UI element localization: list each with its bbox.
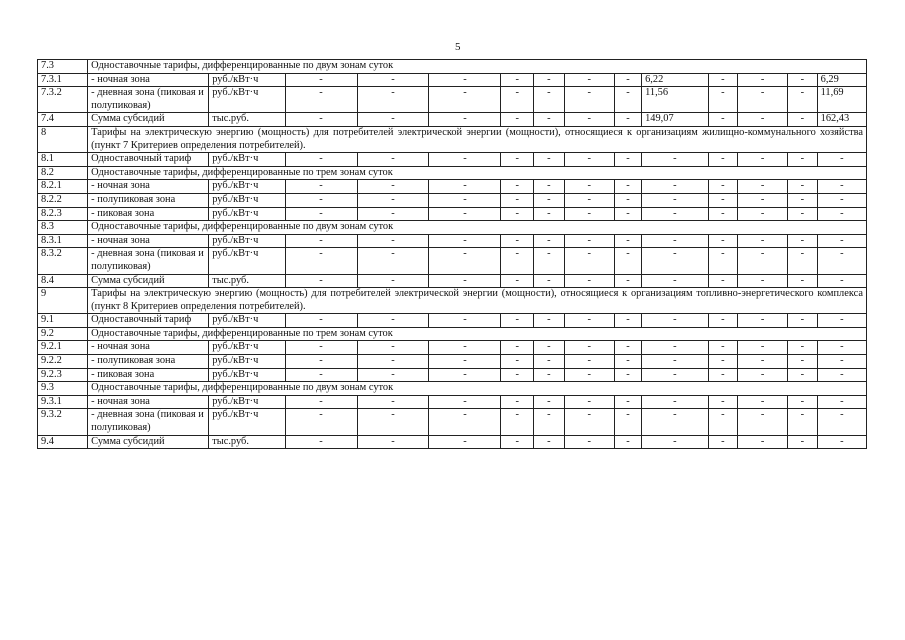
table-cell: - bbox=[708, 153, 737, 167]
table-cell: - bbox=[357, 153, 429, 167]
table-cell: - bbox=[708, 395, 737, 409]
row-name: - ночная зона bbox=[88, 341, 209, 355]
table-cell: - bbox=[614, 368, 641, 382]
table-cell: - bbox=[817, 355, 866, 369]
table-cell: - bbox=[357, 355, 429, 369]
table-cell: - bbox=[614, 153, 641, 167]
row-unit: тыс.руб. bbox=[209, 274, 285, 288]
table-cell: - bbox=[788, 368, 817, 382]
row-unit: руб./кВт·ч bbox=[209, 207, 285, 221]
table-cell: - bbox=[534, 274, 565, 288]
row-name: - пиковая зона bbox=[88, 368, 209, 382]
page-number: 5 bbox=[455, 41, 461, 53]
table-cell: - bbox=[817, 341, 866, 355]
table-cell: - bbox=[534, 355, 565, 369]
table-cell: - bbox=[614, 314, 641, 328]
table-cell: - bbox=[564, 87, 614, 113]
table-cell: - bbox=[564, 153, 614, 167]
table-cell: - bbox=[738, 153, 788, 167]
table-cell: - bbox=[429, 395, 501, 409]
row-name: - полупиковая зона bbox=[88, 355, 209, 369]
table-row bbox=[38, 395, 867, 409]
table-cell: - bbox=[817, 368, 866, 382]
row-number: 8 bbox=[38, 126, 88, 152]
table-cell: - bbox=[708, 409, 737, 435]
table-cell: - bbox=[738, 193, 788, 207]
row-number: 8.3 bbox=[38, 221, 88, 235]
row-unit: руб./кВт·ч bbox=[209, 180, 285, 194]
table-cell: - bbox=[738, 435, 788, 449]
table-cell: - bbox=[357, 234, 429, 248]
section-title: Тарифы на электрическую энергию (мощность) для потребителей электрической энергии (мощности), относящиеся к организациям жилищно-коммунального хозяйства (пункт 7 Критериев определения потребителей). bbox=[88, 126, 867, 152]
table-cell: - bbox=[285, 153, 357, 167]
table-cell: - bbox=[534, 87, 565, 113]
table-cell: - bbox=[642, 274, 709, 288]
table-cell: - bbox=[738, 234, 788, 248]
table-cell: - bbox=[817, 153, 866, 167]
table-cell: - bbox=[564, 409, 614, 435]
table-cell: - bbox=[788, 355, 817, 369]
row-unit: руб./кВт·ч bbox=[209, 87, 285, 113]
row-unit: руб./кВт·ч bbox=[209, 153, 285, 167]
row-number: 8.2 bbox=[38, 166, 88, 180]
table-cell: - bbox=[501, 207, 534, 221]
table-cell: - bbox=[708, 180, 737, 194]
table-cell: - bbox=[429, 153, 501, 167]
table-cell: - bbox=[788, 73, 817, 87]
row-name: Одноставочный тариф bbox=[88, 153, 209, 167]
table-cell: - bbox=[534, 73, 565, 87]
table-cell: - bbox=[357, 368, 429, 382]
row-unit: руб./кВт·ч bbox=[209, 395, 285, 409]
table-cell: - bbox=[534, 113, 565, 127]
row-name: - дневная зона (пиковая и полупиковая) bbox=[88, 409, 209, 435]
table-cell: - bbox=[642, 314, 709, 328]
row-unit: руб./кВт·ч bbox=[209, 355, 285, 369]
row-number: 8.2.1 bbox=[38, 180, 88, 194]
table-cell: - bbox=[285, 409, 357, 435]
table-row bbox=[38, 234, 867, 248]
table-cell: - bbox=[429, 113, 501, 127]
row-number: 8.3.1 bbox=[38, 234, 88, 248]
table-cell: - bbox=[534, 234, 565, 248]
table-cell: - bbox=[817, 248, 866, 274]
row-name: Одноставочный тариф bbox=[88, 314, 209, 328]
table-cell: - bbox=[285, 180, 357, 194]
table-cell: - bbox=[738, 368, 788, 382]
row-number: 9.2.3 bbox=[38, 368, 88, 382]
table-cell: - bbox=[817, 409, 866, 435]
table-cell: - bbox=[614, 180, 641, 194]
section-title: Одноставочные тарифы, дифференцированные по трем зонам суток bbox=[88, 166, 867, 180]
table-cell: - bbox=[429, 314, 501, 328]
table-cell: - bbox=[788, 341, 817, 355]
table-cell: - bbox=[285, 193, 357, 207]
table-row bbox=[38, 207, 867, 221]
table-cell: - bbox=[642, 180, 709, 194]
table-cell: - bbox=[501, 87, 534, 113]
table-cell: - bbox=[357, 274, 429, 288]
table-cell: - bbox=[564, 435, 614, 449]
table-cell: - bbox=[285, 395, 357, 409]
table-row bbox=[38, 73, 867, 87]
table-cell: - bbox=[817, 395, 866, 409]
table-cell: - bbox=[357, 193, 429, 207]
table-cell: - bbox=[817, 193, 866, 207]
table-cell: - bbox=[429, 73, 501, 87]
row-number: 8.1 bbox=[38, 153, 88, 167]
table-cell: - bbox=[614, 355, 641, 369]
table-cell: - bbox=[564, 368, 614, 382]
table-cell: - bbox=[564, 73, 614, 87]
table-row bbox=[38, 180, 867, 194]
section-title: Одноставочные тарифы, дифференцированные по двум зонам суток bbox=[88, 221, 867, 235]
table-cell: - bbox=[285, 113, 357, 127]
table-cell: - bbox=[788, 395, 817, 409]
table-cell: - bbox=[501, 341, 534, 355]
section-row bbox=[38, 60, 867, 74]
table-cell: - bbox=[788, 234, 817, 248]
table-cell: - bbox=[708, 234, 737, 248]
table-cell: - bbox=[285, 207, 357, 221]
table-cell: - bbox=[501, 314, 534, 328]
table-cell: - bbox=[357, 435, 429, 449]
table-row bbox=[38, 113, 867, 127]
table-row bbox=[38, 341, 867, 355]
table-cell: - bbox=[429, 207, 501, 221]
section-row bbox=[38, 327, 867, 341]
table-cell: - bbox=[285, 341, 357, 355]
row-unit: руб./кВт·ч bbox=[209, 234, 285, 248]
table-cell: - bbox=[357, 314, 429, 328]
table-cell: - bbox=[285, 87, 357, 113]
table-cell: - bbox=[357, 248, 429, 274]
table-cell: - bbox=[614, 207, 641, 221]
table-cell: - bbox=[501, 355, 534, 369]
table-cell: - bbox=[788, 274, 817, 288]
table-cell: - bbox=[614, 87, 641, 113]
table-cell: - bbox=[285, 435, 357, 449]
table-cell: - bbox=[738, 341, 788, 355]
table-cell: - bbox=[564, 207, 614, 221]
table-cell: - bbox=[614, 435, 641, 449]
table-cell: - bbox=[788, 87, 817, 113]
table-cell: - bbox=[738, 248, 788, 274]
table-cell: - bbox=[738, 180, 788, 194]
table-cell: - bbox=[429, 435, 501, 449]
row-number: 9.4 bbox=[38, 435, 88, 449]
table-row bbox=[38, 314, 867, 328]
table-cell: - bbox=[501, 409, 534, 435]
table-cell: - bbox=[534, 153, 565, 167]
table-cell: - bbox=[357, 207, 429, 221]
table-cell: - bbox=[501, 234, 534, 248]
row-number: 9.3 bbox=[38, 382, 88, 396]
table-cell: - bbox=[817, 435, 866, 449]
table-cell: - bbox=[738, 207, 788, 221]
row-name: - ночная зона bbox=[88, 395, 209, 409]
table-cell: - bbox=[708, 207, 737, 221]
table-cell: - bbox=[708, 435, 737, 449]
table-cell: - bbox=[534, 193, 565, 207]
row-name: - ночная зона bbox=[88, 73, 209, 87]
table-cell: - bbox=[564, 355, 614, 369]
row-unit: руб./кВт·ч bbox=[209, 341, 285, 355]
row-number: 9 bbox=[38, 288, 88, 314]
table-cell: - bbox=[738, 395, 788, 409]
table-cell: - bbox=[564, 193, 614, 207]
table-cell: - bbox=[501, 180, 534, 194]
table-row bbox=[38, 274, 867, 288]
row-number: 7.3.1 bbox=[38, 73, 88, 87]
table-cell: - bbox=[564, 314, 614, 328]
table-cell: - bbox=[534, 409, 565, 435]
table-cell: - bbox=[501, 274, 534, 288]
table-cell: - bbox=[708, 193, 737, 207]
table-cell: - bbox=[501, 193, 534, 207]
table-cell: - bbox=[614, 395, 641, 409]
section-title: Одноставочные тарифы, дифференцированные по трем зонам суток bbox=[88, 327, 867, 341]
table-cell: - bbox=[708, 113, 737, 127]
table-cell: - bbox=[642, 193, 709, 207]
table-row bbox=[38, 87, 867, 113]
table-cell: - bbox=[642, 395, 709, 409]
table-cell: - bbox=[738, 87, 788, 113]
table-cell: - bbox=[614, 248, 641, 274]
row-number: 7.3 bbox=[38, 60, 88, 74]
row-unit: тыс.руб. bbox=[209, 113, 285, 127]
table-cell: - bbox=[738, 314, 788, 328]
row-number: 8.2.3 bbox=[38, 207, 88, 221]
table-cell: - bbox=[708, 248, 737, 274]
row-number: 9.2 bbox=[38, 327, 88, 341]
row-unit: руб./кВт·ч bbox=[209, 368, 285, 382]
row-name: - ночная зона bbox=[88, 180, 209, 194]
table-cell: - bbox=[738, 355, 788, 369]
table-cell: - bbox=[564, 180, 614, 194]
tariff-table-body bbox=[38, 60, 867, 449]
table-cell: - bbox=[429, 368, 501, 382]
row-name: - ночная зона bbox=[88, 234, 209, 248]
table-row bbox=[38, 368, 867, 382]
table-cell: - bbox=[429, 409, 501, 435]
table-cell: - bbox=[534, 207, 565, 221]
table-cell: - bbox=[788, 435, 817, 449]
table-cell: - bbox=[501, 153, 534, 167]
table-cell: - bbox=[788, 409, 817, 435]
table-cell: - bbox=[534, 248, 565, 274]
table-cell: - bbox=[708, 314, 737, 328]
section-title: Одноставочные тарифы, дифференцированные по двум зонам суток bbox=[88, 382, 867, 396]
table-cell: - bbox=[614, 73, 641, 87]
row-number: 9.2.2 bbox=[38, 355, 88, 369]
table-cell: 11,69 bbox=[817, 87, 866, 113]
table-cell: - bbox=[738, 274, 788, 288]
table-cell: - bbox=[642, 341, 709, 355]
table-cell: - bbox=[708, 274, 737, 288]
table-cell: - bbox=[738, 113, 788, 127]
table-cell: - bbox=[614, 193, 641, 207]
table-row bbox=[38, 409, 867, 435]
tariff-table bbox=[37, 59, 867, 449]
table-cell: - bbox=[564, 341, 614, 355]
table-cell: - bbox=[429, 180, 501, 194]
table-cell: 162,43 bbox=[817, 113, 866, 127]
table-cell: - bbox=[564, 395, 614, 409]
table-cell: - bbox=[501, 113, 534, 127]
table-cell: - bbox=[788, 180, 817, 194]
table-cell: - bbox=[285, 314, 357, 328]
table-cell: 149,07 bbox=[642, 113, 709, 127]
section-row bbox=[38, 382, 867, 396]
table-cell: - bbox=[642, 207, 709, 221]
table-cell: - bbox=[788, 153, 817, 167]
table-cell: 6,22 bbox=[642, 73, 709, 87]
table-row bbox=[38, 248, 867, 274]
table-cell: - bbox=[534, 395, 565, 409]
table-cell: - bbox=[788, 207, 817, 221]
table-cell: - bbox=[708, 73, 737, 87]
row-name: Сумма субсидий bbox=[88, 274, 209, 288]
table-cell: - bbox=[642, 153, 709, 167]
section-title: Одноставочные тарифы, дифференцированные по двум зонам суток bbox=[88, 60, 867, 74]
table-cell: - bbox=[614, 409, 641, 435]
row-name: - полупиковая зона bbox=[88, 193, 209, 207]
table-cell: - bbox=[817, 180, 866, 194]
table-cell: - bbox=[642, 234, 709, 248]
table-cell: - bbox=[708, 368, 737, 382]
table-cell: - bbox=[708, 87, 737, 113]
table-cell: - bbox=[642, 355, 709, 369]
table-cell: - bbox=[564, 234, 614, 248]
table-cell: - bbox=[534, 435, 565, 449]
table-cell: - bbox=[817, 207, 866, 221]
table-cell: - bbox=[642, 409, 709, 435]
table-cell: - bbox=[534, 341, 565, 355]
table-cell: - bbox=[788, 113, 817, 127]
table-cell: - bbox=[738, 409, 788, 435]
row-name: Сумма субсидий bbox=[88, 435, 209, 449]
row-name: Сумма субсидий bbox=[88, 113, 209, 127]
table-cell: - bbox=[501, 435, 534, 449]
row-unit: тыс.руб. bbox=[209, 435, 285, 449]
table-cell: - bbox=[429, 193, 501, 207]
section-row bbox=[38, 221, 867, 235]
table-cell: - bbox=[817, 314, 866, 328]
table-cell: - bbox=[614, 113, 641, 127]
row-number: 8.3.2 bbox=[38, 248, 88, 274]
row-number: 8.4 bbox=[38, 274, 88, 288]
section-row bbox=[38, 166, 867, 180]
table-cell: - bbox=[285, 274, 357, 288]
row-name: - пиковая зона bbox=[88, 207, 209, 221]
table-cell: - bbox=[501, 248, 534, 274]
table-cell: - bbox=[357, 87, 429, 113]
table-cell: - bbox=[642, 368, 709, 382]
row-unit: руб./кВт·ч bbox=[209, 73, 285, 87]
table-row bbox=[38, 153, 867, 167]
row-unit: руб./кВт·ч bbox=[209, 314, 285, 328]
section-row bbox=[38, 288, 867, 314]
table-cell: - bbox=[817, 274, 866, 288]
table-cell: - bbox=[642, 248, 709, 274]
table-cell: - bbox=[788, 314, 817, 328]
table-cell: - bbox=[501, 368, 534, 382]
section-title: Тарифы на электрическую энергию (мощность) для потребителей электрической энергии (мощности), относящиеся к организациям топливно-энергетического комплекса (пункт 8 Критериев определения потребителей). bbox=[88, 288, 867, 314]
table-cell: - bbox=[738, 73, 788, 87]
table-cell: - bbox=[357, 113, 429, 127]
table-cell: - bbox=[614, 341, 641, 355]
row-number: 7.3.2 bbox=[38, 87, 88, 113]
table-cell: - bbox=[708, 355, 737, 369]
table-cell: - bbox=[285, 248, 357, 274]
table-cell: - bbox=[429, 355, 501, 369]
table-cell: - bbox=[429, 87, 501, 113]
table-cell: - bbox=[429, 248, 501, 274]
row-number: 9.3.1 bbox=[38, 395, 88, 409]
table-cell: - bbox=[817, 234, 866, 248]
table-cell: - bbox=[501, 73, 534, 87]
table-cell: - bbox=[285, 234, 357, 248]
table-cell: - bbox=[788, 248, 817, 274]
table-cell: - bbox=[788, 193, 817, 207]
table-cell: - bbox=[564, 274, 614, 288]
table-cell: - bbox=[429, 234, 501, 248]
table-cell: 6,29 bbox=[817, 73, 866, 87]
table-row bbox=[38, 193, 867, 207]
table-cell: - bbox=[642, 435, 709, 449]
table-cell: - bbox=[429, 274, 501, 288]
table-cell: - bbox=[564, 248, 614, 274]
table-row bbox=[38, 435, 867, 449]
row-number: 8.2.2 bbox=[38, 193, 88, 207]
row-number: 9.3.2 bbox=[38, 409, 88, 435]
table-cell: - bbox=[708, 341, 737, 355]
table-cell: - bbox=[357, 409, 429, 435]
table-cell: - bbox=[564, 113, 614, 127]
table-cell: - bbox=[614, 274, 641, 288]
row-unit: руб./кВт·ч bbox=[209, 193, 285, 207]
table-cell: - bbox=[285, 368, 357, 382]
table-cell: - bbox=[534, 314, 565, 328]
table-cell: - bbox=[357, 395, 429, 409]
table-cell: - bbox=[357, 180, 429, 194]
table-cell: - bbox=[534, 180, 565, 194]
table-cell: 11,56 bbox=[642, 87, 709, 113]
row-name: - дневная зона (пиковая и полупиковая) bbox=[88, 87, 209, 113]
row-number: 9.2.1 bbox=[38, 341, 88, 355]
section-row bbox=[38, 126, 867, 152]
table-cell: - bbox=[357, 73, 429, 87]
table-row bbox=[38, 355, 867, 369]
table-cell: - bbox=[357, 341, 429, 355]
row-name: - дневная зона (пиковая и полупиковая) bbox=[88, 248, 209, 274]
row-number: 7.4 bbox=[38, 113, 88, 127]
table-cell: - bbox=[285, 355, 357, 369]
table-cell: - bbox=[429, 341, 501, 355]
row-unit: руб./кВт·ч bbox=[209, 248, 285, 274]
row-number: 9.1 bbox=[38, 314, 88, 328]
row-unit: руб./кВт·ч bbox=[209, 409, 285, 435]
table-cell: - bbox=[285, 73, 357, 87]
table-cell: - bbox=[614, 234, 641, 248]
table-cell: - bbox=[501, 395, 534, 409]
table-cell: - bbox=[534, 368, 565, 382]
